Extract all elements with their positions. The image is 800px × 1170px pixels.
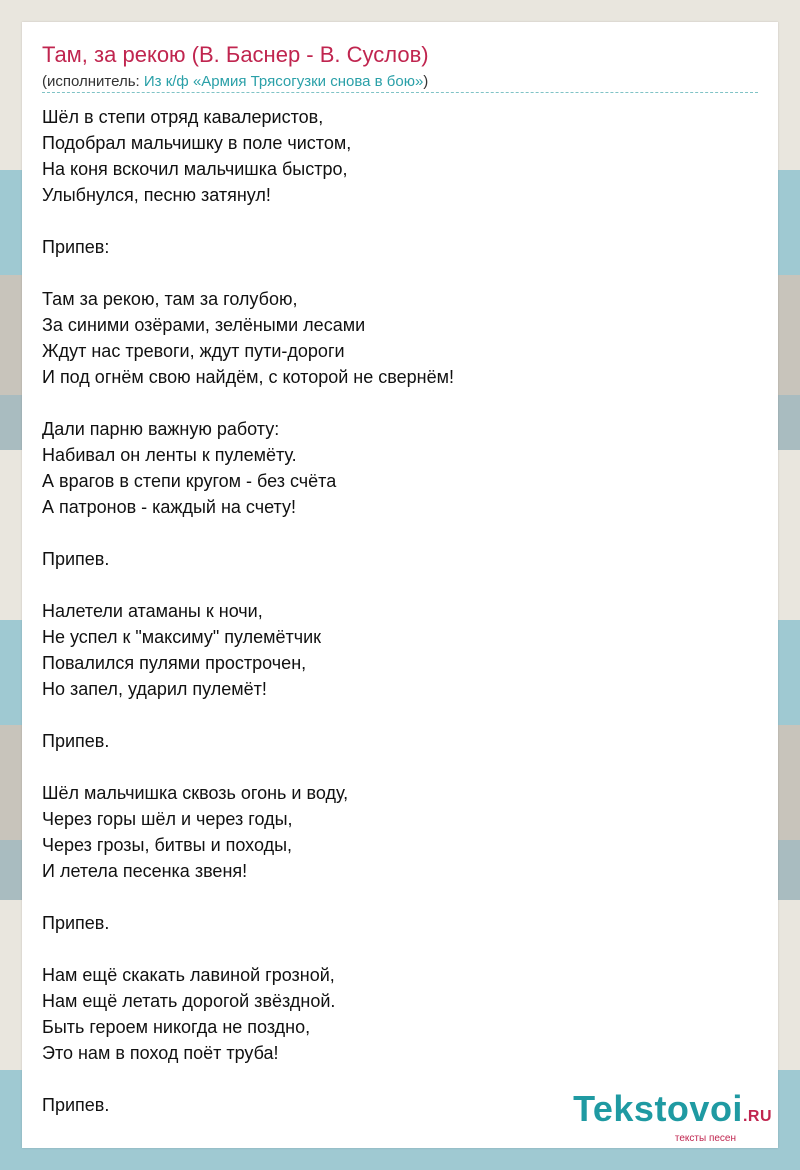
performer-link[interactable]: Из к/ф «Армия Трясогузки снова в бою»	[143, 73, 424, 90]
lyric-line: За синими озёрами, зелёными лесами	[42, 315, 366, 335]
lyric-line: Шёл мальчишка сквозь огонь и воду,	[42, 783, 349, 803]
lyric-line: А врагов в степи кругом - без счёта	[42, 471, 337, 491]
logo-tagline: тексты песен	[674, 1133, 736, 1144]
lyric-line: Не успел к "максиму" пулемётчик	[42, 627, 322, 647]
lyric-line: Через горы шёл и через годы,	[42, 809, 293, 829]
lyric-line: Через грозы, битвы и походы,	[42, 835, 293, 855]
logo-tld: .RU	[742, 1108, 772, 1125]
blank-line	[42, 936, 758, 962]
lyric-line: Это нам в поход поёт труба!	[42, 1043, 279, 1063]
lyric-line: А патронов - каждый на счету!	[42, 497, 296, 517]
lyric-line: Там за рекою, там за голубою,	[42, 289, 298, 309]
blank-line	[42, 884, 758, 910]
blank-line	[42, 260, 758, 286]
blank-line	[42, 754, 758, 780]
lyric-line: Набивал он ленты к пулемёту.	[42, 445, 297, 465]
lyric-line: Шёл в степи отряд кавалеристов,	[42, 107, 324, 127]
lyric-line: Ждут нас тревоги, ждут пути-дороги	[42, 341, 345, 361]
site-logo[interactable]	[573, 1088, 772, 1144]
performer-suffix: )	[423, 73, 429, 90]
lyric-line: Припев.	[42, 1095, 110, 1115]
lyric-line: Налетели атаманы к ночи,	[42, 601, 263, 621]
lyric-line: Нам ещё летать дорогой звёздной.	[42, 991, 336, 1011]
lyric-line: На коня вскочил мальчишка быстро,	[42, 159, 348, 179]
blank-line	[42, 520, 758, 546]
lyric-line: Но запел, ударил пулемёт!	[42, 679, 267, 699]
lyric-line: Припев.	[42, 913, 110, 933]
page-title: Там, за рекою (В. Баснер - В. Суслов)	[42, 42, 429, 67]
lyric-line: Нам ещё скакать лавиной грозной,	[42, 965, 335, 985]
lyrics-sheet	[22, 22, 778, 1148]
lyric-line: Припев.	[42, 731, 110, 751]
lyric-line: Повалился пулями прострочен,	[42, 653, 307, 673]
lyric-line: Быть героем никогда не поздно,	[42, 1017, 311, 1037]
blank-line	[42, 208, 758, 234]
lyric-line: Улыбнулся, песню затянул!	[42, 185, 271, 205]
lyrics-text	[42, 104, 758, 1118]
lyric-line: И летела песенка звеня!	[42, 861, 248, 881]
blank-line	[42, 390, 758, 416]
lyric-line: Подобрал мальчишку в поле чистом,	[42, 133, 352, 153]
performer-line	[42, 73, 428, 90]
logo-name: Tekstovoi	[573, 1088, 743, 1129]
blank-line	[42, 572, 758, 598]
lyric-line: Припев:	[42, 237, 110, 257]
performer-prefix: (исполнитель:	[42, 73, 144, 90]
lyric-line: Припев.	[42, 549, 110, 569]
divider	[42, 92, 758, 93]
lyric-line: Дали парню важную работу:	[42, 419, 280, 439]
blank-line	[42, 702, 758, 728]
lyric-line: И под огнём свою найдём, с которой не свернём!	[42, 367, 454, 387]
